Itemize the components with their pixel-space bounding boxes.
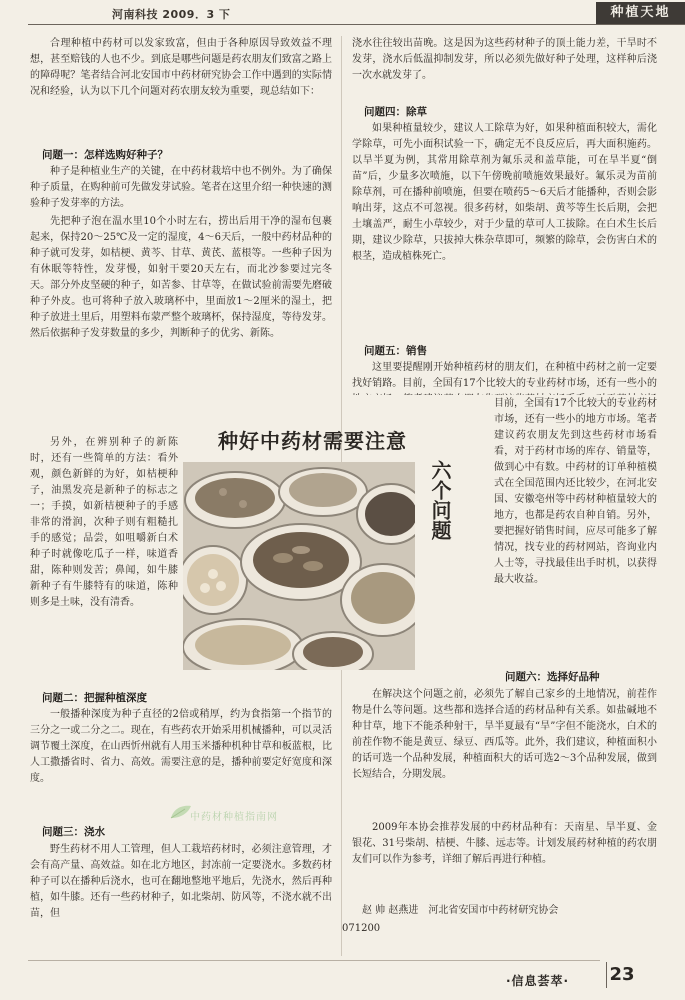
q6-paragraph-1: 在解决这个问题之前，必须先了解自己家乡的土地情况，前茬作物是什么等问题。这些都和选择合适的药材品种有关系。如盐碱地不种甘草，地下不能杀种射干，旱半夏最有“旱”字但不能浇水，白术的前茬作物不能是黄豆、绿豆、西瓜等。此外，我们建议，种植面积小的话可选一个品种发展，种植面积大的话可选2～3个品种发展，做到长短结合，分期发展。: [352, 689, 657, 780]
article-headline-vertical: 六个问题: [428, 460, 452, 540]
section-band: 种植天地: [596, 2, 685, 24]
website-watermark: 中药材种植指南网: [190, 812, 278, 823]
q6-paragraph-2: 2009年本协会推荐发展的中药材品种有：天南星、旱半夏、金银花、31号柴胡、桔梗、牛膝、远志等。计划发展药材种植的药农朋友们可以作为参考，详细了解后再进行种植。: [352, 822, 657, 865]
intro-paragraph: 合理种植中药材可以发家致富，但由于各种原因导致效益不理想，甚至赔钱的人也不少。到底是哪些问题是药农朋友们致富之路上的障碍呢？笔者结合河北安国市中药材研究协会工作中遇到的实际情况和经验，认为以下几个问题对药农朋友较为重要，现总结如下：: [30, 38, 332, 97]
page-number: 23: [606, 962, 637, 988]
q1-paragraph-1: 种子是种植业生产的关键，在中药材栽培中也不例外。为了确保种子质量，在购种前可先做发芽试验。笔者在这里介绍一种快速的测验种子发芽率的方法。: [30, 166, 332, 209]
q2-paragraph: 一般播种深度为种子直径的2倍或稍厚，约为食指第一个指节的三分之一或二分之二。现在，有些药农开始采用机械播种，可以灵活调节覆土深度，在山西忻州就有人用玉米播种机种甘草和板蓝根，比人工撒播省时、省力、高效。需要注意的是，播种前要定好宽度和深度。: [30, 709, 332, 784]
journal-header: 河南科技 2009．3 下: [112, 8, 231, 21]
header-rule: [28, 24, 685, 25]
q1-paragraph-3: 另外，在辨别种子的新陈时，还有一些简单的方法：看外观，颜色新鲜的为好，如桔梗种子，油黑发亮是新种子的标志之一；手摸，如新桔梗种子的手感非常的滑润，次种子则有粗糙扎手的感觉；品尝，如咀嚼新白术种子时就像吃瓜子一样，味道香甜，陈种则发苦；鼻闻，如牛膝新种子有牛膝特有的味道，陈种则多是土味，没有清香。: [30, 437, 178, 608]
q5-paragraph-top: 这里要提醒刚开始种植药材的朋友们，在种植中药材之前一定要找好销路。目前，全国有17个比较大的专业药材市场，还有一些小的: [352, 362, 657, 389]
q5-heading: 问题五：销售: [364, 345, 427, 357]
dried-herbs-photo: [183, 462, 415, 670]
q4-paragraph: 如果种植量较少，建议人工除草为好，如果种植面积较大，需化学除草，可先小面积试验一下，确定无不良反应后，再大面积施药。以旱半夏为例，其常用除草剂为氟乐灵和盖草能，可在旱半夏“倒苗”后，少量多次喷施，以下午傍晚前喷施效果最好。氟乐灵为苗前除草剂，可在播种前喷施，但要在喷药5～6天后才能播种，否则会影响出芽，这点不可忽视。很多药材，如柴胡、黄芩等生长后期，会把土壤盖严，耐生小草较少，对于少量的草可人工拔除。在白术生长后期，建议少除草，只拔掉大株杂草即可，频繁的除草，会伤害白术的根茎，造成植株死亡。: [352, 123, 657, 262]
q6-heading: 问题六：选择好品种: [505, 671, 600, 683]
footer-section-label: ·信息荟萃·: [506, 974, 570, 988]
q3-heading: 问题三：浇水: [42, 826, 105, 838]
footer-rule: [28, 960, 600, 961]
author-line: 赵 帅 赵燕进 河北省安国市中药材研究协会: [362, 905, 559, 916]
q4-heading: 问题四：除草: [364, 106, 427, 118]
postcode: 071200: [342, 923, 381, 934]
q5-paragraph: 目前，全国有17个比较大的专业药材市场，还有一些小的地方市场。笔者建议药农朋友先到这些药材市场看看，对于药材市场的库存、销量等，做到心中有数。中药材的订单种植模式在全国范围内还比较少，在河北安国、安徽亳州等中药材种植量较大的地方，也都是药农自种自销。另外，要把握好销售时间，应尽可能多了解情况，找专业的药材网站，咨询业内人士等，寻找最佳出手时机，以获得最大收益。: [494, 398, 657, 585]
herb-bowls-illustration: [183, 462, 415, 670]
q1-paragraph-2: 先把种子泡在温水里10个小时左右，捞出后用干净的湿布包裹起来，保持20～25℃及一定的湿度，4～6天后，一般中药材品种的种子就可发芽，如桔梗、黄芩、甘草、黄芪、蓝根等。一些种子因为有休眠等特性，发芽慢，如射干要20天左右，而北沙参要过完冬天。部分外皮坚硬的种子，如苦参、甘草等，在做试验前需要先磨破种子外皮。也可将种子放入玻璃杯中，里面放1～2厘米的湿土，把种子放进土里后，用塑料布蒙严整个玻璃杯，保持湿度，等待发芽。然后依据种子发芽数量的多少，判断种子的优劣、新陈。: [30, 216, 332, 339]
article-headline: 种好中药材需要注意: [218, 429, 407, 453]
right-continuation: 浇水往往较出苗晚。这是因为这些药材种子的顶土能力差，干旱时不发芽，浇水后低温抑制发芽，所以必须先做好种子处理，这样种后浇一次水就发芽了。: [352, 38, 657, 81]
q3-paragraph: 野生药材不用人工管理，但人工栽培药材时，必须注意管理，才会有高产量、高效益。如在北方地区，封冻前一定要浇水。多数药材种子可以在播种后浇水，也可在翻地整地平地后，先浇水，然后再种植，如牛膝。还有一些药材种子，如北柴胡、防风等，不浇水就不出苗，但: [30, 844, 332, 919]
q1-heading: 问题一：怎样选购好种子？: [42, 149, 168, 161]
q2-heading: 问题二：把握种植深度: [42, 692, 147, 704]
